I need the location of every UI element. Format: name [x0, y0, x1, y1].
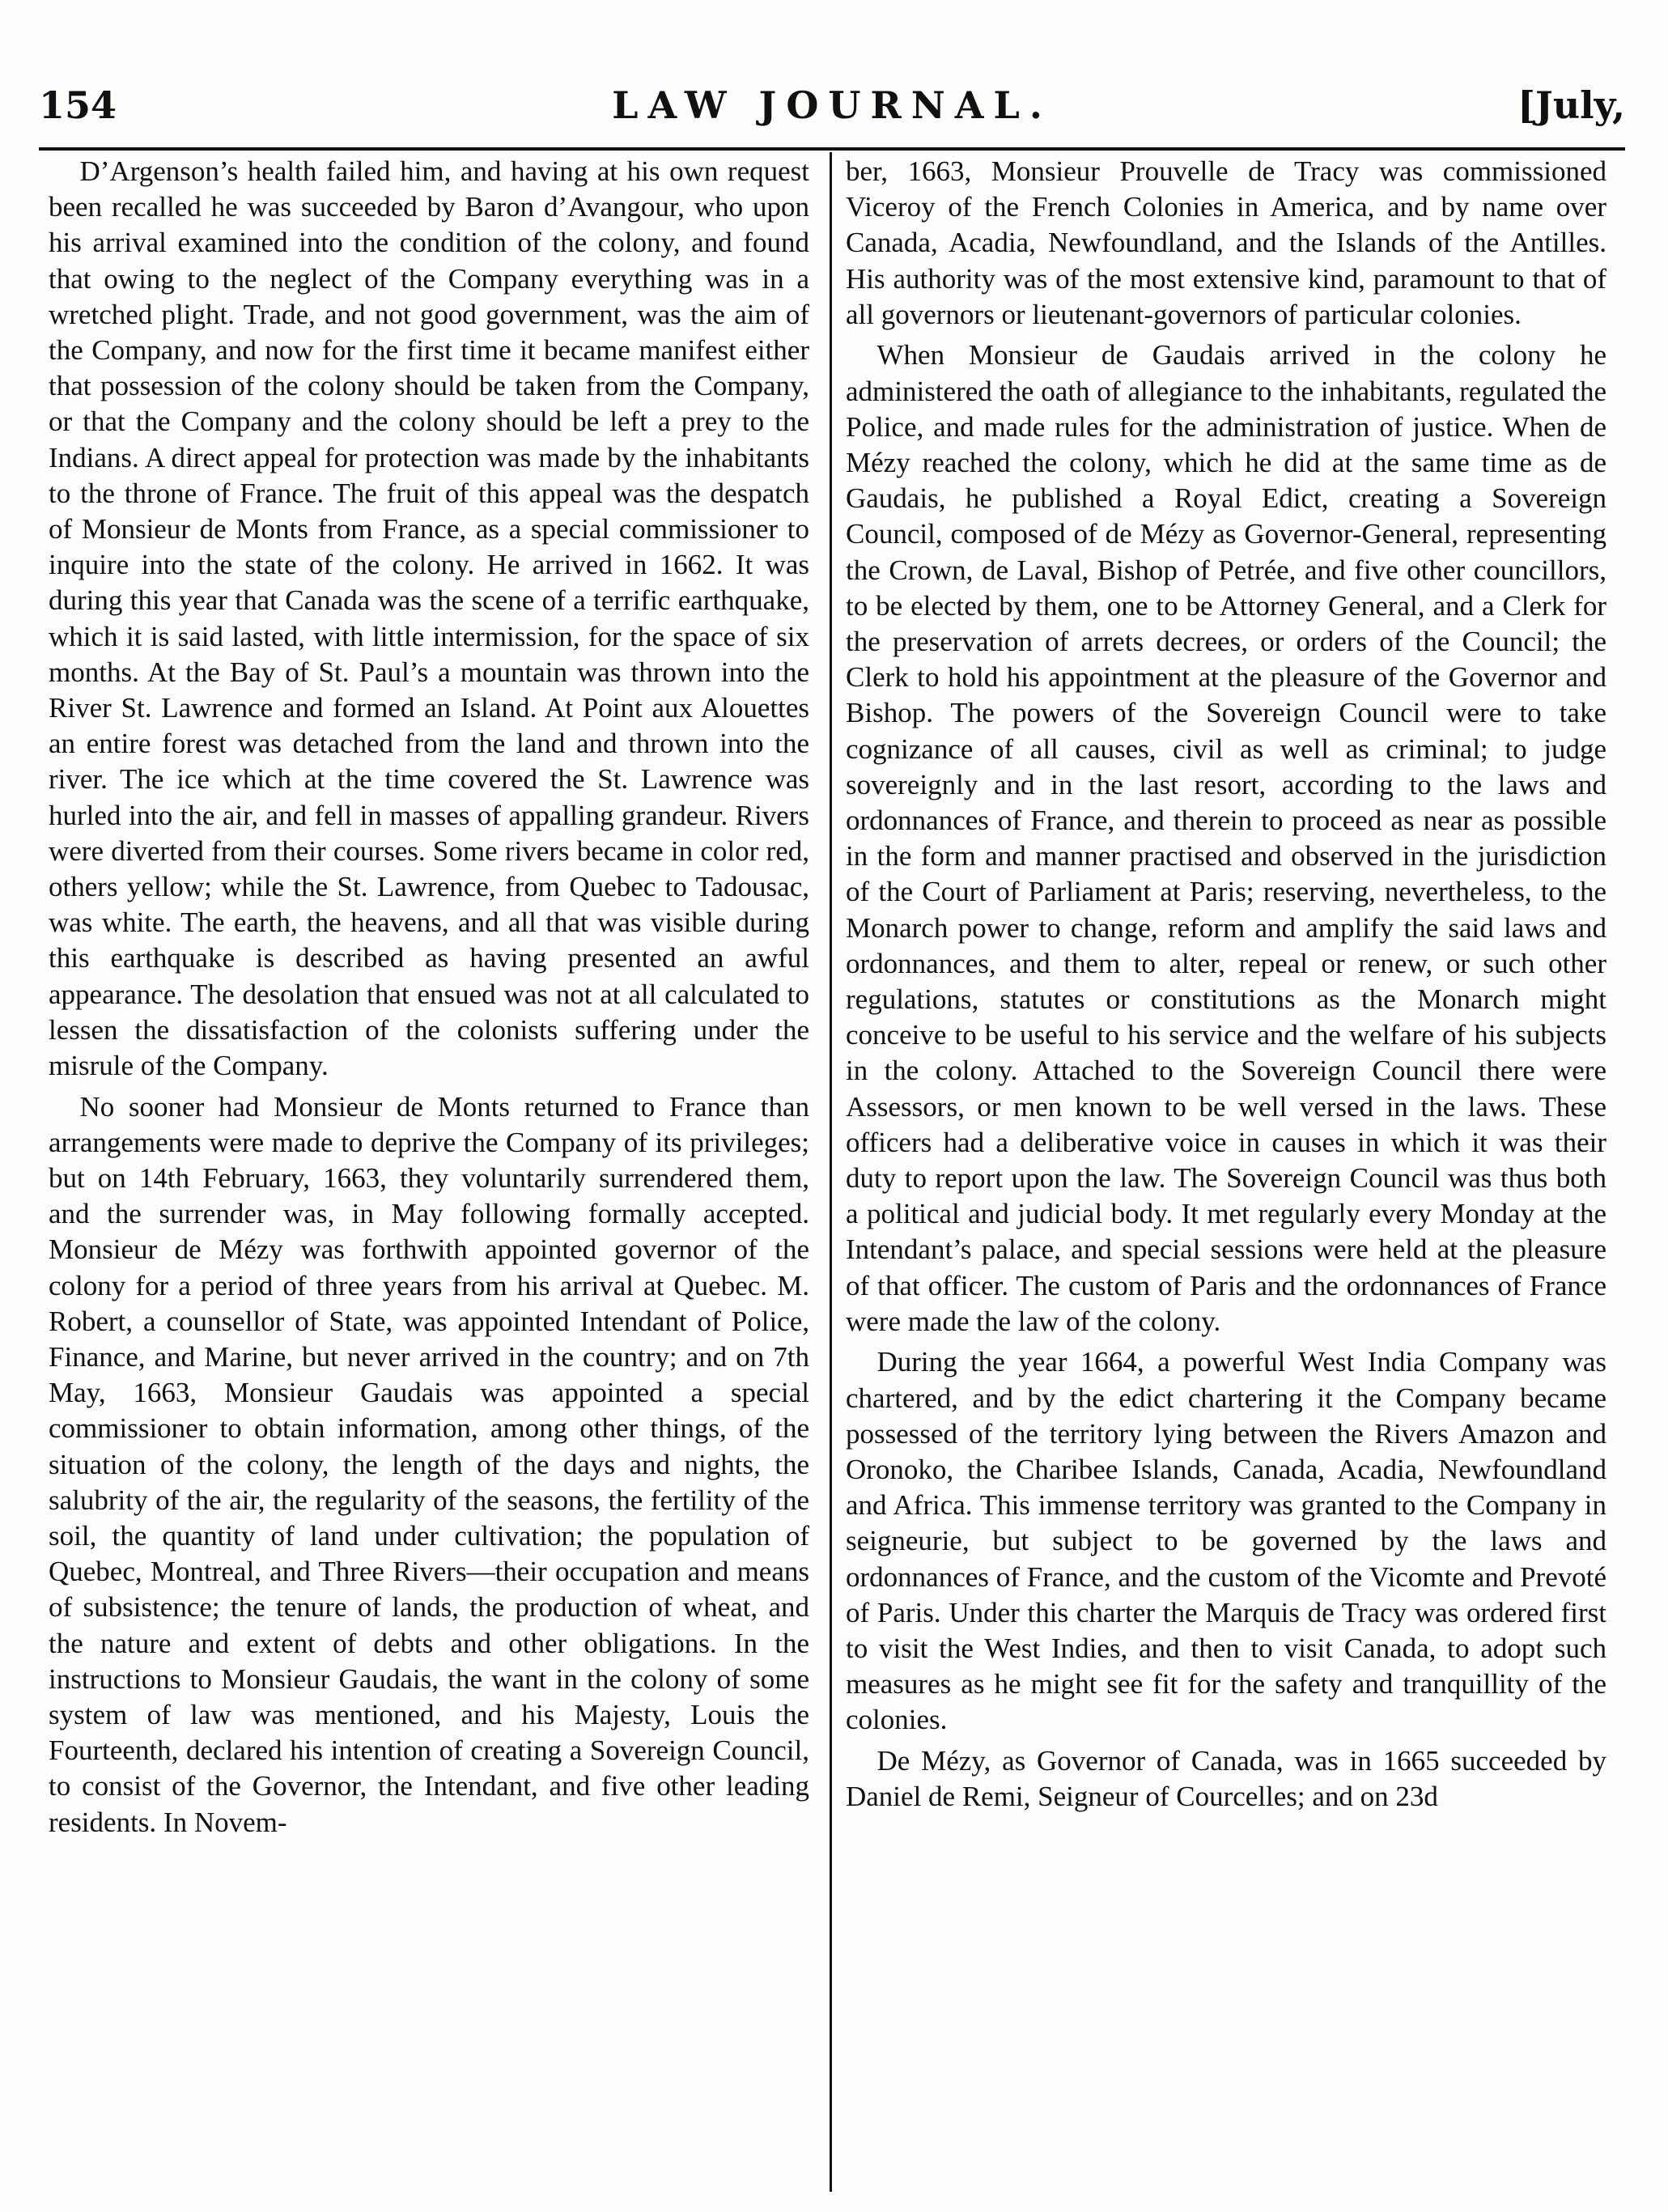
- right-column: [846, 154, 1606, 2193]
- column-rule: [830, 152, 832, 2192]
- running-title: LAW JOURNAL.: [612, 83, 1052, 127]
- paragraph: ber, 1663, Monsieur Prouvelle de Tracy was commissioned Viceroy of the French Colonies in America, and by name over Canada, Acadia, Newfoundland, and the Islands of the Antilles. His authority was of the most extensive kind, paramount to that of all governors or lieutenant-governors of particular colonies.: [846, 155, 1606, 330]
- page-number: 154: [39, 83, 117, 127]
- paragraph: No sooner had Monsieur de Monts returned to France than arrangements were made to deprive the Company of its privileges; but on 14th February, 1663, they voluntarily surrendered them, and the surrender was, in May following formally accepted. Monsieur de Mézy was forthwith appointed governor of the colony for a period of three years from his arrival at Quebec. M. Robert, a counsellor of State, was appointed Intendant of Police, Finance, and Marine, but never arrived in the country; and on 7th May, 1663, Monsieur Gaudais was appointed a special commissioner to obtain information, among other things, of the situation of the colony, the length of the days and nights, the salubrity of the air, the regularity of the seasons, the fertility of the soil, the quantity of land under cultivation; the population of Quebec, Montreal, and Three Rivers—their occupation and means of subsistence; the tenure of lands, the production of wheat, and the nature and extent of debts and other obligations. In the instructions to Monsieur Gaudais, the want in the colony of some system of law was mentioned, and his Majesty, Louis the Fourteenth, declared his intention of creating a Sovereign Council, to consist of the Governor, the Intendant, and five other leading residents. In Novem-: [49, 1090, 809, 1838]
- running-month: [July,: [1517, 83, 1625, 127]
- paragraph: De Mézy, as Governor of Canada, was in 1665 succeeded by Daniel de Remi, Seigneur of Courcelles; and on 23d: [846, 1744, 1606, 1813]
- header-rule: [39, 147, 1625, 151]
- left-column: [49, 154, 809, 2193]
- paragraph: D’Argenson’s health failed him, and having at his own request been recalled he was succeeded by Baron d’Avangour, who upon his arrival examined into the condition of the colony, and found that owing to the neglect of the Company everything was in a wretched plight. Trade, and not good government, was the aim of the Company, and now for the first time it became manifest either that possession of the colony should be taken from the Company, or that the Company and the colony should be left a prey to the Indians. A direct appeal for protection was made by the inhabitants to the throne of France. The fruit of this appeal was the despatch of Monsieur de Monts from France, as a special commissioner to inquire into the state of the colony. He arrived in 1662. It was during this year that Canada was the scene of a terrific earthquake, which it is said lasted, with little intermission, for the space of six months. At the Bay of St. Paul’s a mountain was thrown into the River St. Lawrence and formed an Island. At Point aux Alouettes an entire forest was detached from the land and thrown into the river. The ice which at the time covered the St. Lawrence was hurled into the air, and fell in masses of appalling grandeur. Rivers were diverted from their courses. Some rivers became in color red, others yellow; while the St. Lawrence, from Quebec to Tadousac, was white. The earth, the heavens, and all that was visible during this earthquake is described as having presented an awful appearance. The desolation that ensued was not at all calculated to lessen the dissatisfaction of the colonists suffering under the misrule of the Company.: [49, 155, 809, 1082]
- paragraph: During the year 1664, a powerful West India Company was chartered, and by the edict chartering it the Company became possessed of the territory lying between the Rivers Amazon and Oronoko, the Charibee Islands, Canada, Acadia, Newfoundland and Africa. This immense territory was granted to the Company in seigneurie, but subject to be governed by the laws and ordonnances of France, and the custom of the Vicomte and Prevoté of Paris. Under this charter the Marquis de Tracy was ordered first to visit the West Indies, and then to visit Canada, to adopt such measures as he might see fit for the safety and tranquillity of the colonies.: [846, 1346, 1606, 1736]
- running-header: [39, 81, 1625, 138]
- paragraph: When Monsieur de Gaudais arrived in the colony he administered the oath of allegiance to the inhabitants, regulated the Police, and made rules for the administration of justice. When de Mézy reached the colony, which he did at the same time as de Gaudais, he published a Royal Edict, creating a Sovereign Council, composed of de Mézy as Governor-General, representing the Crown, de Laval, Bishop of Petrée, and five other councillors, to be elected by them, one to be Attorney General, and a Clerk for the preservation of arrets decrees, or orders of the Council; the Clerk to hold his appointment at the pleasure of the Governor and Bishop. The powers of the Sovereign Council were to take cognizance of all causes, civil as well as criminal; to judge sovereignly and in the last resort, according to the laws and ordonnances of France, and therein to proceed as near as possible in the form and manner practised and observed in the jurisdiction of the Court of Parliament at Paris; reserving, nevertheless, to the Monarch power to change, reform and amplify the said laws and ordonnances, and them to alter, repeal or renew, or such other regulations, statutes or constitutions as the Monarch might conceive to be useful to his service and the welfare of his subjects in the colony. Attached to the Sovereign Council there were Assessors, or men known to be well versed in the laws. These officers had a deliberative voice in causes in which it was their duty to report upon the law. The Sovereign Council was thus both a political and judicial body. It met regularly every Monday at the Intendant’s palace, and special sessions were held at the pleasure of that officer. The custom of Paris and the ordonnances of France were made the law of the colony.: [846, 339, 1606, 1337]
